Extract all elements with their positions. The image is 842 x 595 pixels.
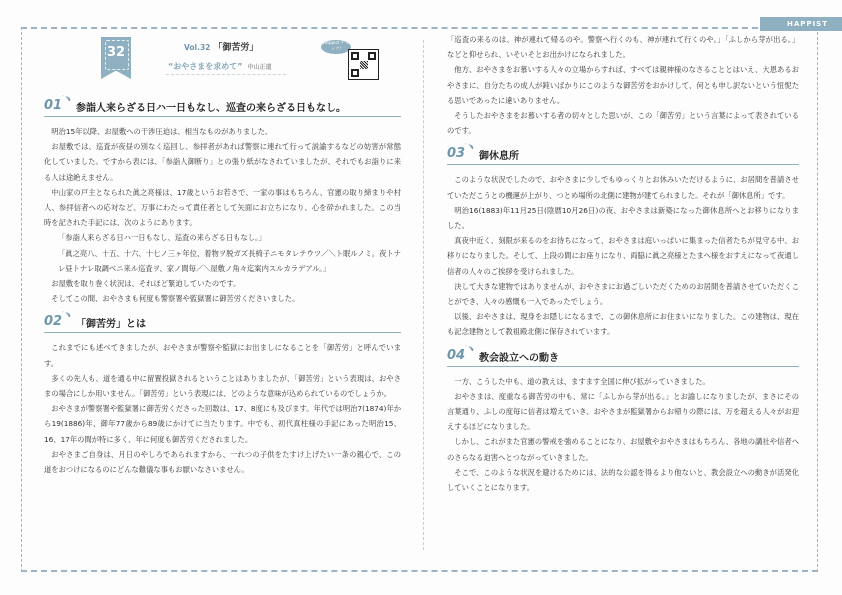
sparkle-icon: ˙﹅ bbox=[61, 95, 72, 103]
heading-rule bbox=[44, 116, 401, 117]
paragraph: 中山家の戸主となられた眞之亮様は、17歳というお若さで、一家の事はもちろん、官憲の取り締まりや村人、参拝信者への応対など、万事にわたって責任者として矢面にお立ちになり、心を砕かれました。この当時を記された手記には、次のようにあります。 bbox=[44, 187, 401, 228]
paragraph: しかし、これがまた官憲の警戒を強めることになり、お屋敷やおやさまはもちろん、各地の講社や信者へのさらなる迫害へとつながっていきました。 bbox=[447, 437, 799, 462]
qr-code-icon[interactable] bbox=[348, 49, 379, 80]
qr-caption-bubble: Happist チェック! bbox=[322, 41, 350, 52]
right-column bbox=[447, 32, 799, 495]
subtitle-underline bbox=[166, 74, 286, 75]
section-heading-01 bbox=[44, 94, 401, 118]
paragraph: 「巡査の来るのは、神が連れて帰るのや。警察へ行くのも、神が連れて行くのや。」「ふしから芽が出る。」などと仰せられ、いそいそとお出かけになられました。 bbox=[447, 35, 799, 60]
paragraph: お屋敷では、巡査が夜昼の別なく巡回し、参拝者があれば警察に連れて行って説諭するなどの妨害が常態化していました。ですから表には、「参詣人御断り」との張り紙がなされていましたが、それでもお詣りに来る人は途絶えません。 bbox=[44, 142, 401, 182]
paragraph: 他方、おやさまをお慕いする人々の立場からすれば、すべては親神様のなさることとはいえ、大恩あるおやさまに、自分たちの成人が鈍いばかりにこのような御苦労をおかけして、何とも申し訳ないという忸怩たる思いであったに違いありません。 bbox=[447, 65, 799, 105]
section-heading-03 bbox=[447, 142, 799, 166]
series-subtitle bbox=[168, 61, 272, 72]
qr-corner bbox=[368, 52, 376, 60]
brand-tab: HAPPIST bbox=[760, 17, 842, 31]
author-name: 中山正道 bbox=[247, 64, 272, 71]
paragraph: 真夜中近く、刻限が来るのをお待ちになって、おやさまは庭いっぱいに集まった信者たちが見守る中、お移りになりました。そして、上段の間にお座りになり、両脇に眞之亮様とたまへ様をおすえになって夜通し信者の人々のご挨拶を受けられました。 bbox=[447, 236, 799, 276]
section-title: 「御苦労」とは bbox=[76, 319, 146, 331]
qr-corner bbox=[351, 52, 359, 60]
qr-corner bbox=[351, 69, 359, 77]
column-divider bbox=[423, 40, 424, 550]
paragraph: そこで、このような状況を避けるためには、法的な公認を得るより他ないと、教会設立への動きが活発化していくことになります。 bbox=[447, 467, 799, 493]
paragraph: 以後、おやさまは、現身をお隠しになるまで、この御休息所にお住まいになりました。この建物は、現在も記念建物として教祖殿北側に保存されています。 bbox=[447, 312, 799, 337]
article-title bbox=[184, 40, 258, 53]
section-number: 03 bbox=[447, 146, 466, 162]
paragraph: このような状況でしたので、おやさまに少しでもゆっくりとお休みいただけるように、お居間を普請させていただこうとの機運が上がり、つとめ場所の北側に建物が建てられました。それが「御休息所」です。 bbox=[447, 175, 799, 200]
title-text: 「御苦労」 bbox=[213, 43, 259, 53]
paragraph: これまでにも述べてきましたが、おやさまが警察や監獄にお出ましになることを「御苦労」と呼んでいます。 bbox=[44, 343, 401, 368]
heading-rule bbox=[447, 366, 799, 367]
section-number: 01 bbox=[44, 98, 63, 113]
paragraph: 明治15年以降、お屋敷への干渉圧迫は、相当なものがありました。 bbox=[51, 127, 273, 136]
paragraph: お屋敷を取り巻く状況は、それほど緊迫していたのです。 bbox=[51, 279, 241, 289]
section-heading-04 bbox=[447, 344, 799, 368]
section-title: 御休息所 bbox=[479, 151, 519, 163]
paragraph: そうしたおやさまをお慕いする者の切々とした思いが、この「御苦労」という言葉によって表されているのです。 bbox=[447, 111, 799, 136]
paragraph: 一方、こうした中も、道の教えは、ますます全国に伸び拡がっていきました。 bbox=[454, 376, 710, 386]
sparkle-icon: ˙﹅ bbox=[464, 344, 475, 353]
paragraph: おやさまが警察署や監獄署に御苦労くださった回数は、17、8度にも及びます。年代では明治7(1874)年から19(1886)年、御年77歳から89歳にかけてに当たります。中でも、初代真柱様の手記にあった明治15、16、17年の間が特に多く、年に何度も御苦労くだされました。 bbox=[44, 404, 401, 444]
sparkle-icon: ˙﹅ bbox=[464, 143, 475, 152]
section-title: 参詣人来らざる日ハ一日もなし、巡査の来らざる日もなし。 bbox=[76, 103, 346, 114]
subtitle-text: “おやさまを求めて” bbox=[168, 62, 243, 71]
section-title: 教会設立への動き bbox=[479, 352, 559, 364]
issue-number: 32 bbox=[106, 45, 126, 60]
left-column bbox=[44, 32, 401, 477]
heading-rule bbox=[447, 164, 799, 165]
sparkle-icon: ˙﹅ bbox=[61, 311, 72, 320]
quote: 「眞之亮八、十五、十六、十七ノ三ヶ年位、着物ヲ脱ガズ長椅子ニモタレテウツ／＼ト眠ルノミ。夜トナレ昼トナレ取調べニ来ル巡査ヲ、家ノ間毎／＼屋敷ノ角々迄案内スルカラデアル。」 bbox=[58, 248, 401, 273]
paragraph: おやさまご自身は、月日のやしろであられますから、一れつの子供をたすけ上げたい一条の親心で、この道をおつけになるのにどんな難儀な事もお厭いなさいません。 bbox=[44, 449, 401, 475]
paragraph: 多くの先人も、道を通る中に留置投獄されるということはありましたが、「御苦労」という表現は、おやさまの場合にしか用いません。「御苦労」という表現には、どのような意味が込められているのでしょうか。 bbox=[44, 373, 401, 399]
quote: 「参詣人来らざる日ハ一日もなし、巡査の来らざる日もなし。」 bbox=[58, 233, 266, 243]
section-number: 04 bbox=[447, 347, 466, 363]
heading-rule bbox=[44, 332, 401, 333]
section-number: 02 bbox=[44, 314, 63, 330]
paragraph: 明治16(1883)年11月25日(陰暦10月26日)の夜、おやさまは新築になった御休息所へとお移りになりました。 bbox=[447, 205, 799, 231]
masthead bbox=[44, 32, 401, 94]
paragraph: 決して大きな建物ではありませんが、おやさまにお過ごしいただくためのお居間を普請させていただくことができ、人々の感慨も一入であったでしょう。 bbox=[447, 281, 799, 307]
vol-label: Vol.32 bbox=[184, 43, 211, 52]
paragraph: そしてこの間、おやさまも何度も警察署や監獄署に御苦労くださいました。 bbox=[51, 294, 300, 304]
section-heading-02 bbox=[44, 310, 401, 334]
qr-pattern bbox=[360, 61, 368, 69]
paragraph: おやさまは、度重なる御苦労の中も、常に「ふしから芽が出る。」とお諭しになりましたが、まさにその言葉通り、ふしの度毎に信者は増えていき、おやさまが監獄署からお帰りの際には、万を超える人々がお迎えするほどになりました。 bbox=[447, 391, 799, 432]
